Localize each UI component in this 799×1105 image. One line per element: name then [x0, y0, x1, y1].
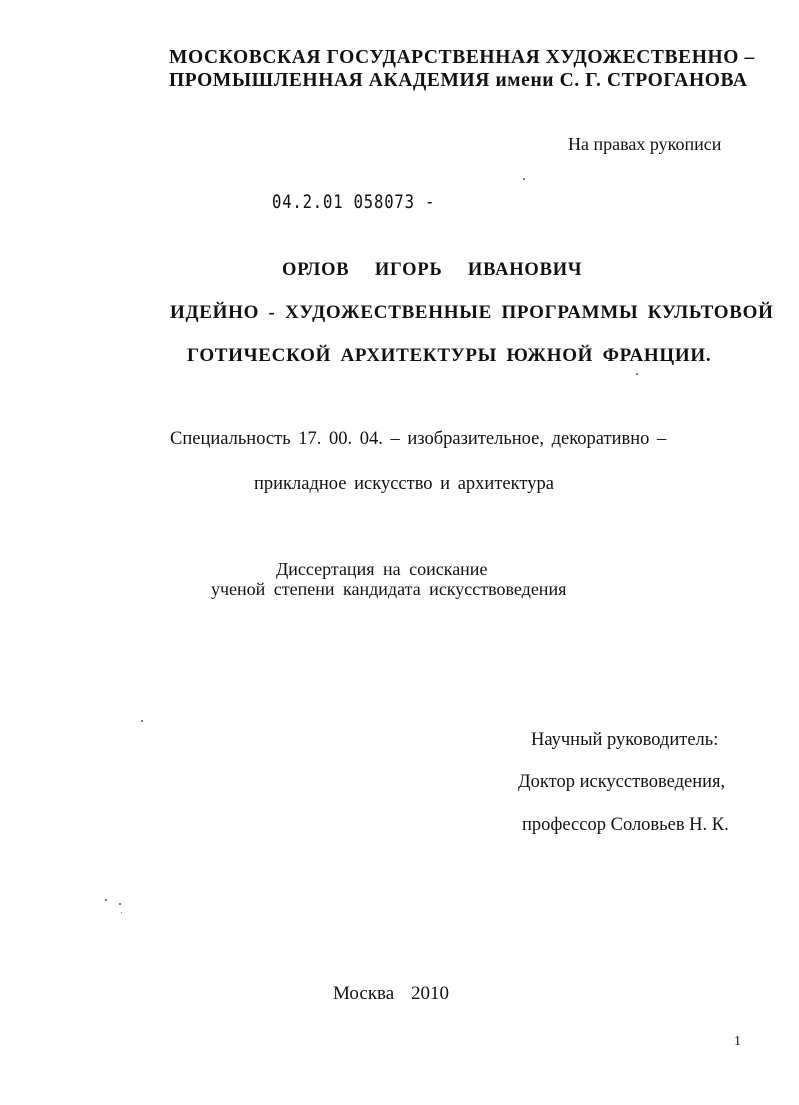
supervisor-label: Научный руководитель:: [531, 730, 719, 750]
supervisor-name: профессор Соловьев Н. К.: [522, 815, 729, 835]
page-number: 1: [734, 1034, 741, 1049]
manuscript-rights-note: На правах рукописи: [568, 134, 722, 154]
scan-speck: [105, 899, 107, 901]
specialty-line-2: прикладное искусство и архитектура: [254, 474, 554, 494]
thesis-title-line-1: ИДЕЙНО - ХУДОЖЕСТВЕННЫЕ ПРОГРАММЫ КУЛЬТОВОЙ: [170, 302, 774, 323]
supervisor-degree: Доктор искусствоведения,: [518, 772, 726, 792]
city-year: Москва 2010: [333, 983, 449, 1004]
institution-name-line-1: МОСКОВСКАЯ ГОСУДАРСТВЕННАЯ ХУДОЖЕСТВЕННО –: [169, 47, 755, 68]
registration-stamp: 04.2.01 058073 -: [272, 191, 436, 213]
dissertation-statement-line-2: ученой степени кандидата искусствоведения: [211, 579, 567, 599]
scan-speck: [141, 720, 143, 722]
dissertation-statement-line-1: Диссертация на соискание: [276, 559, 488, 579]
scan-speck: [523, 178, 525, 180]
institution-name-line-2: ПРОМЫШЛЕННАЯ АКАДЕМИЯ имени С. Г. СТРОГАНОВА: [169, 70, 748, 91]
scan-speck: [119, 903, 121, 905]
author-name: ОРЛОВ ИГОРЬ ИВАНОВИЧ: [282, 260, 583, 280]
scan-speck: [121, 912, 122, 913]
thesis-title-line-2: ГОТИЧЕСКОЙ АРХИТЕКТУРЫ ЮЖНОЙ ФРАНЦИИ.: [187, 345, 712, 366]
scan-speck: [636, 373, 638, 375]
specialty-line-1: Специальность 17. 00. 04. – изобразительное, декоративно –: [170, 429, 667, 449]
